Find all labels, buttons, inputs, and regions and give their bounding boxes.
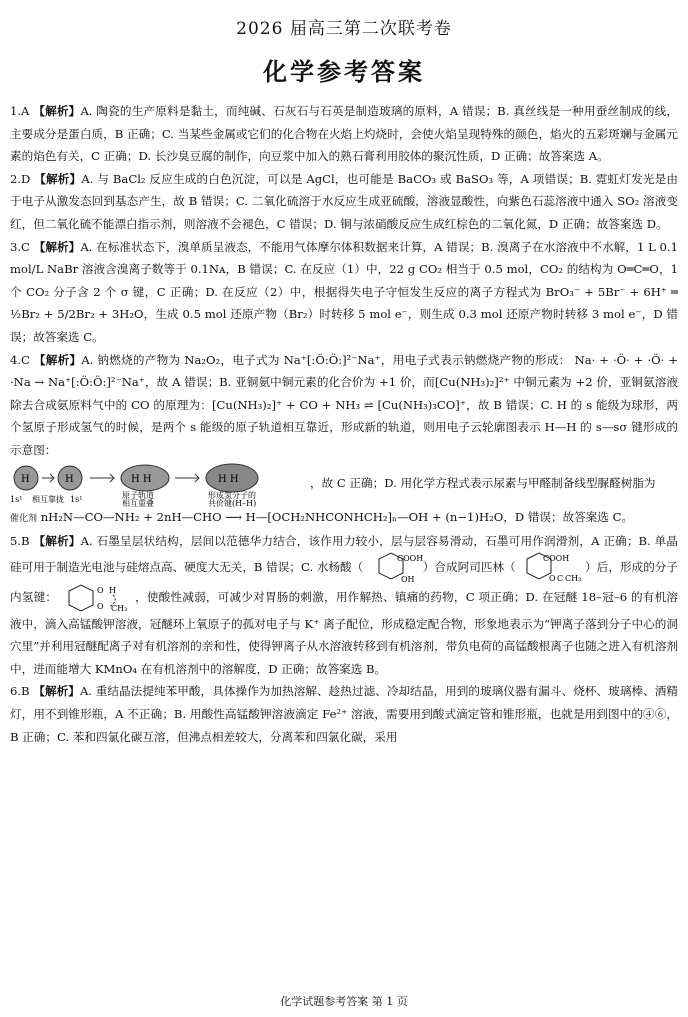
answer-text: ，使酸性减弱，可减少对胃肠的刺激，用作解热、镇痛的药物，C 项正确；D. 在冠醚 18–冠–6 的有机溶液中，滴入高锰酸钾溶液，冠醚环上氧原子的孤对电子与 K⁺ 离子配位，形成稳定配合物，形象地表示为“钾离子落到分子中心的洞穴里”并利用冠醚配离子对有机溶剂的亲和性，使得钾离子从水溶液转移到有机溶剂，带负电荷的高锰酸根离子也随之进入有机溶剂中，进而能增大 KMnO₄ 在有机溶剂中的溶解度，D 正确；故答案选 B。	[10, 589, 679, 676]
answer-number: 4.C	[10, 352, 30, 367]
svg-text:OH: OH	[401, 574, 415, 584]
answer-2	[10, 168, 678, 236]
figure-label: 形成氢分子的	[208, 490, 256, 500]
answer-number: 5.B	[10, 534, 30, 549]
orbital-overlap-row	[10, 462, 678, 506]
svg-text:H H: H H	[218, 473, 239, 485]
svg-text:COOH: COOH	[543, 553, 570, 563]
figure-label: 1s¹	[70, 494, 83, 504]
svg-text:COOH: COOH	[397, 553, 424, 563]
svg-text:H H: H H	[131, 473, 152, 485]
svg-text:O: O	[97, 601, 104, 611]
analysis-tag: 【解析】	[33, 104, 81, 118]
answer-text: ，故 A 错误；B. 亚铜氨中铜元素的化合价为 +1 价，而[Cu(NH₃)₂]²⁺ 中铜元素为 +2 价，亚铜氨溶液除去合成氨原料气中的 CO 的原理为：[Cu(NH₃)₂]⁺ + CO + NH₃ ⇌ [Cu(NH₃)₃CO]⁺，故 B 错误；C. H 的 s 能级为球形，两个氢原子形成氢气的时候，是两个 s 能级的原子轨道相互靠近，形成新的轨道，则用电子云轮廓图表示 H—H 的 s—sσ 键形成的示意图：	[10, 375, 678, 457]
aspirin-structure	[519, 553, 581, 583]
hydrogen-bond-structure	[61, 583, 131, 613]
catalyst-label: 催化剂	[10, 513, 38, 524]
figure-label: 相互重叠	[122, 498, 154, 508]
analysis-tag: 【解析】	[33, 684, 80, 699]
urea-resin-equation: nH₂N—CO—NH₂ + 2nH—CHO ⟶ H—[OCH₂NHCONHCH₂]ₙ—OH + (n−1)H₂O	[40, 509, 504, 524]
answer-1	[10, 100, 678, 168]
answer-3	[10, 236, 678, 349]
orbital-overlap-figure	[10, 462, 310, 506]
answer-5	[10, 530, 678, 680]
figure-label: 相互靠拢	[32, 494, 64, 504]
answer-number: 2.D	[10, 171, 31, 186]
analysis-tag: 【解析】	[33, 239, 81, 254]
svg-text:H: H	[21, 473, 30, 485]
answer-text: A. 石墨呈层状结构，层间以范德华力结合，该作用力较小，层与层容易滑动，石墨可用作润滑剂，A 正确；B. 单晶硅可用于制造光电池与硅熔点高、硬度大无关，B 错误；C. 水杨酸（	[10, 534, 678, 574]
analysis-tag: 【解析】	[33, 352, 82, 367]
answer-text: ，故 C 正确；D. 用化学方程式表示尿素与甲醛制备线型脲醛树脂为	[310, 476, 656, 491]
arrow-icon	[175, 474, 199, 482]
answer-text: ）后，形成的分子内氢键：	[10, 559, 679, 604]
answer-number: 6.B	[10, 684, 30, 699]
answer-text: ）合成阿司匹林（	[422, 559, 516, 574]
svg-text:C: C	[557, 573, 564, 583]
figure-label: 1s¹	[10, 494, 23, 504]
analysis-tag: 【解析】	[33, 534, 81, 549]
arrow-icon	[90, 474, 114, 482]
answer-4	[10, 349, 678, 531]
answer-text: A. 重结晶法提纯苯甲酸，具体操作为加热溶解、趁热过滤、冷却结晶，用到的玻璃仪器有漏斗、烧杯、玻璃棒、酒精灯，用不到锥形瓶，A 不正确；B. 用酸性高锰酸钾溶液滴定 Fe²⁺ 溶液，需要用到酸式滴定管和锥形瓶，也就是用到图中的④⑥，B 正确；C. 苯和四氯化碳互溶，但沸点相差较大，分离苯和四氯化碳，采用	[10, 684, 678, 744]
answer-number: 3.C	[10, 239, 30, 254]
exam-header: 2026 届高三第二次联考卷	[236, 19, 452, 39]
svg-text:O: O	[549, 573, 556, 583]
svg-text:H: H	[109, 585, 117, 595]
arrow-icon	[42, 474, 54, 482]
svg-text:H: H	[65, 473, 74, 485]
page-footer: 化学试题参考答案 第 1 页	[280, 995, 408, 1008]
svg-text:CH₃: CH₃	[111, 603, 128, 613]
answer-6	[10, 680, 678, 748]
page-title: 化学参考答案	[263, 58, 425, 86]
svg-text:O: O	[97, 585, 104, 595]
svg-text:CH₃: CH₃	[565, 573, 582, 583]
electron-formation-equation: Na· + ·Ö· + ·Ö· + ·Na → Na⁺[:Ö:Ö:]²⁻Na⁺	[10, 352, 678, 390]
figure-label: 原子轨道	[122, 490, 154, 500]
salicylic-acid-structure	[367, 553, 424, 584]
analysis-tag: 【解析】	[34, 171, 82, 186]
answer-text: A. 钠燃烧的产物为 Na₂O₂，电子式为 Na⁺[:Ö:Ö:]²⁻Na⁺，用电子式表示钠燃烧产物的形成：	[81, 352, 571, 367]
answer-text: A. 与 BaCl₂ 反应生成的白色沉淀，可以是 AgCl，也可能是 BaCO₃ 或 BaSO₃ 等，A 项错误；B. 霓虹灯发光是由于电子从激发态回到基态产生，故 B 错误；C. 二氧化硫溶于水反应生成亚硫酸，溶液显酸性，向紫色石蕊溶液中通入 SO₂ 溶液变红，但二氧化硫不能漂白指示剂，则溶液不会褪色，C 错误；D. 铜与浓硝酸反应生成红棕色的二氧化氮，D 正确；故答案选 D。	[10, 171, 678, 231]
answer-text: A. 陶瓷的生产原料是黏土，而纯碱、石灰石与石英是制造玻璃的原料，A 错误；B. 真丝线是一种用蚕丝制成的线，主要成分是蛋白质，B 正确；C. 当某些金属或它们的化合物在火焰上灼烧时，会使火焰呈现特殊的颜色，焰火的五彩斑斓与金属元素的焰色有关，C 正确；D. 长沙臭豆腐的制作，向豆浆中加入的熟石膏利用胶体的聚沉性质，D 正确；故答案选 A。	[10, 104, 678, 164]
figure-label: 共价键(H–H)	[208, 498, 257, 508]
answer-text: ，D 错误；故答案选 C。	[503, 509, 634, 524]
answer-text: A. 在标准状态下，溴单质呈液态，不能用气体摩尔体积数据来计算，A 错误；B. 溴离子在水溶液中不水解，1 L 0.1 mol/L NaBr 溶液含溴离子数等于 0.1Nᴀ，B 错误；C. 在反应（1）中，22 g CO₂ 相当于 0.5 mol，CO₂ 的结构为 O═C═O，1 个 CO₂ 分子含 2 个 σ 键，C 正确；D. 在反应（2）中，根据得失电子守恒发生反应的离子方程式为 BrO₃⁻ + 5Br⁻ + 6H⁺ ═ ½Br₂ + 5/2Br₂ + 3H₂O，生成 0.5 mol 还原产物（Br₂）时转移 5 mol e⁻，则生成 0.3 mol 还原产物时转移 3 mol e⁻，D 错误；故答案选 C。	[10, 239, 678, 344]
answer-content	[10, 100, 678, 748]
answer-number: 1.A	[10, 104, 30, 118]
